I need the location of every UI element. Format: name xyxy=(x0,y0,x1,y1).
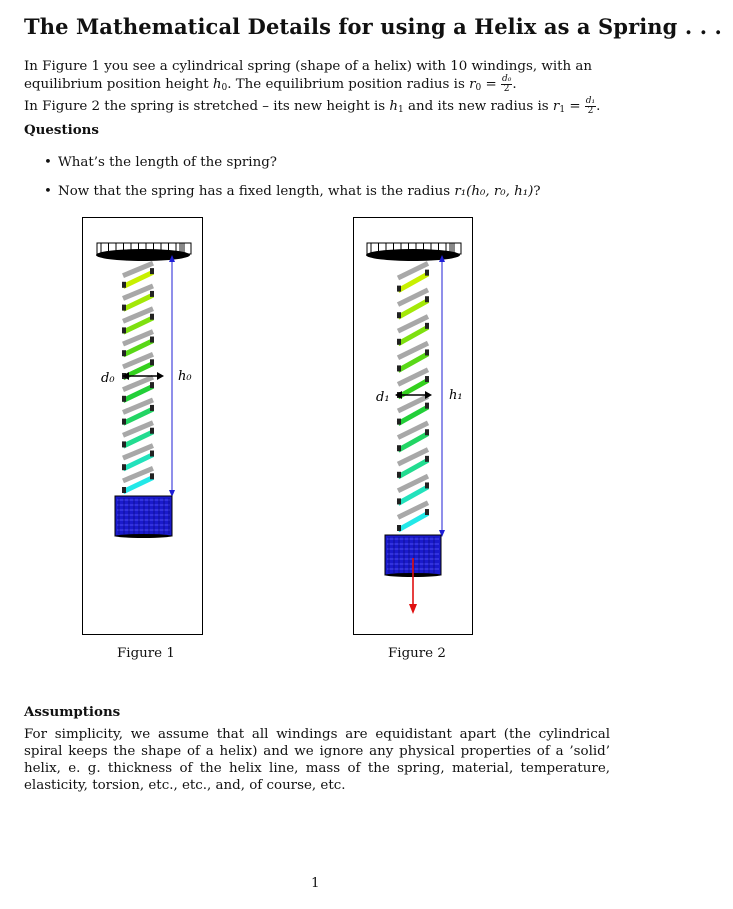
figure-1-d-label: d₀ xyxy=(101,371,115,386)
figure-1-height-arrow xyxy=(169,255,175,497)
coil-edge xyxy=(397,498,401,504)
figure-2-h-label: h₁ xyxy=(449,388,463,403)
figure-2-d-label: d₁ xyxy=(376,390,390,405)
intro-text: and its new radius is xyxy=(403,99,553,114)
figure-1-spring-illustration xyxy=(83,218,204,636)
coil-edge xyxy=(150,359,154,365)
page-title: The Mathematical Details for using a Helix as a Spring . . . xyxy=(24,14,722,39)
bullet-icon: • xyxy=(44,155,52,170)
question-2-end: ? xyxy=(533,184,541,199)
figure-2-top-plate xyxy=(366,243,461,261)
coil-edge xyxy=(425,296,429,302)
coil-edge xyxy=(150,405,154,411)
figure-1-h-label: h₀ xyxy=(178,369,192,384)
list-item xyxy=(40,184,541,213)
figure-2-diameter-arrow xyxy=(395,391,432,399)
math-sub: 0 xyxy=(221,83,228,93)
intro-text: In Figure 2 the spring is stretched – its new height is xyxy=(24,99,390,114)
coil-edge xyxy=(425,403,429,409)
coil-edge xyxy=(425,270,429,276)
math-r: r xyxy=(469,77,476,92)
coil-edge xyxy=(397,312,401,318)
questions-heading: Questions xyxy=(24,122,99,138)
coil-edge xyxy=(150,337,154,343)
fraction-numerator: d₀ xyxy=(501,74,512,84)
coil-edge xyxy=(122,282,126,288)
coil-edge xyxy=(150,473,154,479)
math-sub: 1 xyxy=(398,105,404,115)
coil-edge xyxy=(150,428,154,434)
coil-edge xyxy=(397,365,401,371)
intro-paragraph-1 xyxy=(24,58,624,97)
coil-edge xyxy=(397,525,401,531)
page-number: 1 xyxy=(311,876,320,891)
questions-list xyxy=(40,155,541,213)
fraction xyxy=(585,97,596,116)
coil-edge xyxy=(397,445,401,451)
math-r: r xyxy=(552,99,560,114)
question-2-text: Now that the spring has a fixed length, what is the radius xyxy=(58,184,455,199)
question-2-math: r₁(h₀, r₀, h₁) xyxy=(454,184,534,199)
coil-edge xyxy=(122,487,126,493)
coil-edge xyxy=(425,482,429,488)
intro-text: . The equilibrium position radius is xyxy=(227,77,470,92)
math-sub: 1 xyxy=(559,105,566,115)
fraction-denominator: 2 xyxy=(587,106,594,116)
fraction-numerator: d₁ xyxy=(585,96,596,106)
math-h: h xyxy=(212,77,222,92)
coil-edge xyxy=(122,441,126,447)
intro-text: . xyxy=(512,77,517,92)
coil-edge xyxy=(122,350,126,356)
fraction-denominator: 2 xyxy=(503,84,510,94)
coil-edge xyxy=(425,509,429,515)
coil-edge xyxy=(425,456,429,462)
figure-1-weight xyxy=(115,496,172,538)
assumptions-paragraph: For simplicity, we assume that all windings are equidistant apart (the cylindrical spiral keeps the shape of a helix) and we ignore any physical properties of a ’solid’ helix, e. g. thickness of the helix line, mass of the spring, material, temperature, elasticity, torsion, etc., etc., and, of course, etc. xyxy=(24,727,610,793)
coil-edge xyxy=(425,429,429,435)
coil-edge xyxy=(425,376,429,382)
coil-edge xyxy=(397,339,401,345)
coil-edge xyxy=(397,419,401,425)
coil-edge xyxy=(397,286,401,292)
math-sub: 0 xyxy=(475,83,482,93)
figure-1-top-plate xyxy=(96,243,191,261)
math-equals: = xyxy=(481,77,501,92)
figure-2-spring-illustration xyxy=(354,218,474,636)
figure-2-caption: Figure 2 xyxy=(388,646,446,661)
coil-edge xyxy=(150,268,154,274)
coil-edge xyxy=(425,349,429,355)
figure-2-height-arrow xyxy=(439,255,445,537)
coil-edge xyxy=(150,451,154,457)
list-item xyxy=(40,155,541,184)
question-2 xyxy=(58,184,541,199)
coil-edge xyxy=(150,291,154,297)
coil-edge xyxy=(397,472,401,478)
coil-edge xyxy=(122,396,126,402)
intro-text: In Figure 1 you see a cylindrical spring (shape of a helix) with 10 windings, with an equilibrium position height xyxy=(24,59,592,92)
bullet-icon: • xyxy=(44,184,52,199)
coil-edge xyxy=(150,382,154,388)
coil-edge xyxy=(122,327,126,333)
figure-2-frame xyxy=(353,217,473,635)
coil-edge xyxy=(122,305,126,311)
figure-1-frame xyxy=(82,217,203,635)
coil-edge xyxy=(425,323,429,329)
coil-edge xyxy=(150,314,154,320)
intro-text: . xyxy=(596,99,601,114)
question-1: What’s the length of the spring? xyxy=(58,155,277,170)
assumptions-heading: Assumptions xyxy=(24,704,121,720)
math-h: h xyxy=(389,99,399,114)
intro-paragraph-2 xyxy=(24,97,624,119)
figure-1-caption: Figure 1 xyxy=(117,646,175,661)
coil-edge xyxy=(122,419,126,425)
fraction xyxy=(501,75,512,94)
coil-edge xyxy=(122,464,126,470)
math-equals: = xyxy=(565,99,585,114)
